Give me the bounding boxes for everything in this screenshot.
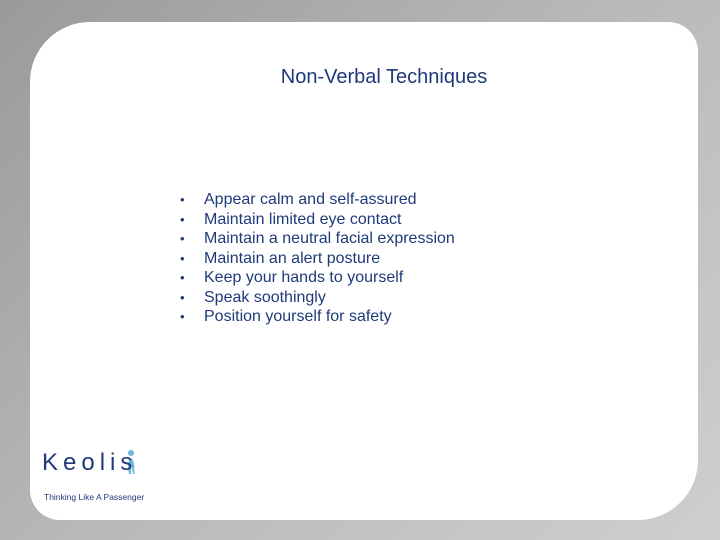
bullet-text: Appear calm and self-assured (204, 191, 417, 208)
slide-card (30, 22, 698, 520)
bullet-icon: • (180, 309, 185, 324)
logo-tagline: Thinking Like A Passenger (44, 492, 145, 502)
bullet-icon: • (180, 192, 185, 207)
bullet-icon: • (180, 231, 185, 246)
bullet-list (180, 190, 455, 327)
keolis-logo (42, 447, 162, 507)
bullet-text: Maintain an alert posture (204, 249, 381, 267)
bullet-text: Maintain limited eye contact (204, 210, 402, 228)
bullet-text: Keep your hands to yourself (204, 269, 404, 286)
bullet-text: Speak soothingly (204, 288, 326, 306)
list-item (180, 229, 455, 249)
bullet-icon: • (180, 270, 185, 285)
list-item (180, 190, 455, 210)
list-item (180, 307, 455, 327)
slide-title: Non-Verbal Techniques (280, 66, 488, 88)
bullet-text: Maintain a neutral facial expression (204, 230, 455, 247)
logo-wordmark: Keolis (42, 449, 138, 476)
bullet-icon: • (180, 250, 185, 266)
list-item (180, 210, 455, 230)
bullet-icon: • (180, 211, 185, 227)
list-item (180, 268, 455, 288)
list-item (180, 288, 455, 308)
bullet-text: Position yourself for safety (204, 308, 392, 325)
bullet-icon: • (180, 289, 185, 305)
list-item (180, 249, 455, 269)
